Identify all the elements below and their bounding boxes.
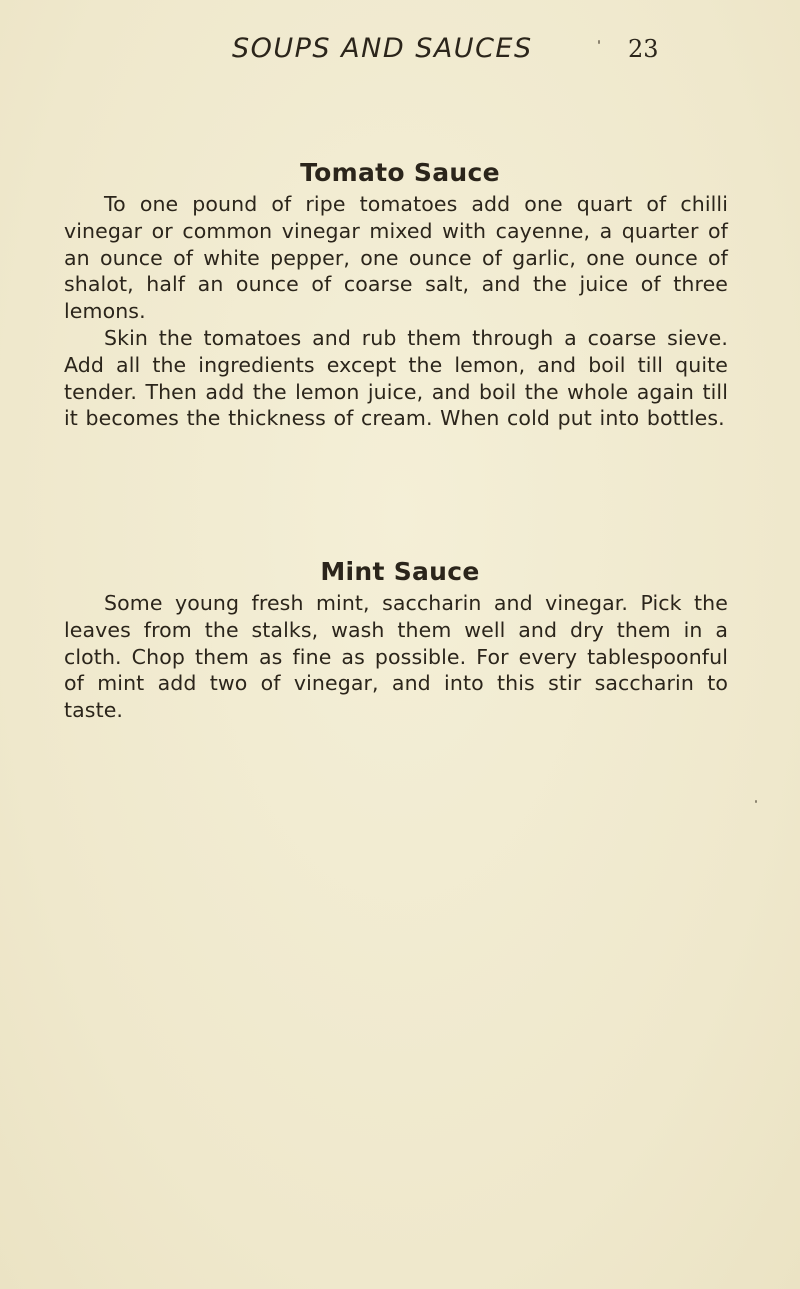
tomato-sauce-paragraph-2: Skin the tomatoes and rub them through a coarse sieve. Add all the ingredients except the lemon, and boil till quite tender. Then add the lemon juice, and boil the whole again till it becomes the thickness of cream. When cold put into bottles. bbox=[64, 326, 728, 431]
section-heading-tomato-sauce: Tomato Sauce bbox=[300, 157, 500, 187]
page-number: 23 bbox=[628, 35, 659, 63]
paper-speck bbox=[598, 40, 600, 44]
mint-sauce-paragraph-1: Some young fresh mint, saccharin and vinegar. Pick the leaves from the stalks, wash them well and dry them in a cloth. Chop them as fine as possible. For every tablespoonful of mint add two of vinegar, and into this stir saccharin to taste. bbox=[64, 591, 728, 723]
paper-speck bbox=[755, 800, 757, 803]
running-title: SOUPS AND SAUCES bbox=[232, 33, 533, 64]
tomato-sauce-paragraph-1: To one pound of ripe tomatoes add one quart of chilli vinegar or common vinegar mixed with cayenne, a quarter of an ounce of white pepper, one ounce of garlic, one ounce of shalot, half an ounce of coarse salt, and the juice of three lemons. bbox=[64, 192, 728, 324]
running-header bbox=[0, 33, 800, 73]
section-heading-mint-sauce: Mint Sauce bbox=[320, 556, 480, 586]
